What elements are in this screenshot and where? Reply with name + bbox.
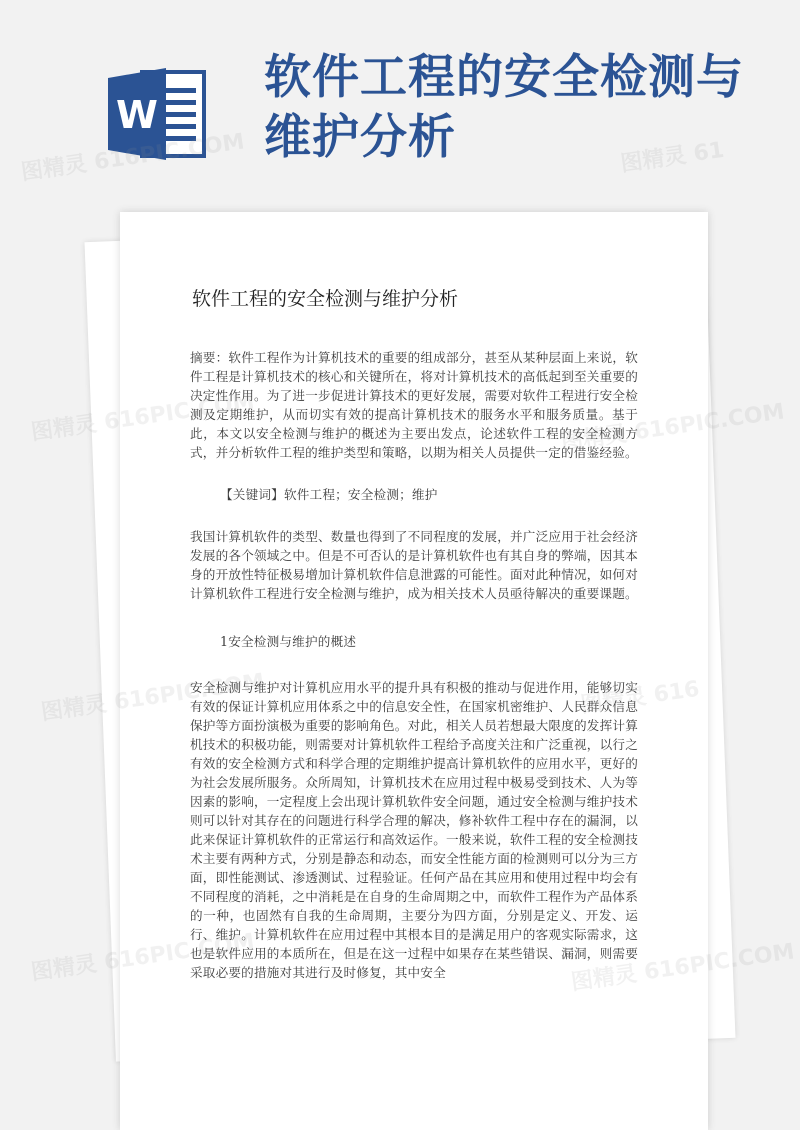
section-body-paragraph: 安全检测与维护对计算机应用水平的提升具有积极的推动与促进作用，能够切实有效的保证计算机应用体系之中的信息安全性，在国家机密维护、人民群众信息保护等方面扮演极为重要的影响角色。对此，相关人员若想最大限度的发挥计算机技术的积极功能，则需要对计算机软件工程给予高度关注和广泛重视，以行之有效的安全检测方式和科学合理的定期维护提高计算机软件的应用水平，更好的为社会发展所服务。众所周知，计算机技术在应用过程中极易受到技术、人为等因素的影响，一定程度上会出现计算机软件安全问题，通过安全检测与维护技术则可以针对其存在的问题进行科学合理的解决，修补软件工程中存在的漏洞，以此来保证计算机软件的正常运行和高效运作。一般来说，软件工程的安全检测技术主要有两种方式，分别是静态和动态，而安全性能方面的检测则可以分为三方面，即性能测试、渗透测试、过程验证。任何产品在其应用和使用过程中均会有不同程度的消耗，之中消耗是在自身的生命周期之中，而软件工程作为产品体系的一种，也固然有自我的生命周期，主要分为四方面，分别是定义、开发、运行、维护。计算机软件在应用过程中其根本目的是满足用户的客观实际需求，这也是软件应用的本质所在，但是在这一过程中如果存在某些错误、漏洞，则需要采取必要的措施对其进行及时修复，其中安全 [190, 680, 638, 980]
document-page [120, 212, 708, 1130]
section-heading: 1安全检测与维护的概述 [220, 634, 357, 649]
banner-title: 软件工程的安全检测与维护分析 [264, 50, 744, 165]
watermark: 图精灵 [39, 691, 109, 726]
abstract-paragraph: 摘要：软件工程作为计算机技术的重要的组成部分，甚至从某种层面上来说，软件工程是计算机技术的核心和关键所在，将对计算机技术的高低起到至关重要的决定性作用。为了进一步促进计算技术的更好发展，需要对软件工程进行安全检测及定期维护，从而切实有效的提高计算机技术的服务水平和服务质量。基于此，本文以安全检测与维护的概述为主要出发点，论述软件工程的安全检测方式，并分析软件工程的维护类型和策略，以期为相关人员提供一定的借鉴经验。 [190, 350, 638, 460]
keywords-line: 【关键词】软件工程；安全检测；维护 [220, 487, 438, 502]
document-title: 软件工程的安全检测与维护分析 [192, 288, 459, 310]
watermark: 图精灵 616PIC.COM [19, 129, 247, 186]
svg-text:W: W [116, 93, 158, 137]
watermark: 图精灵 61 [619, 137, 726, 178]
watermark: 图精灵 [29, 951, 99, 986]
word-document-icon [108, 66, 208, 162]
intro-paragraph: 我国计算机软件的类型、数量也得到了不同程度的发展，并广泛应用于社会经济发展的各个领域之中。但是不可否认的是计算机软件也有其自身的弊端，因其本身的开放性特征极易增加计算机软件信息泄露的可能性。面对此种情况，如何对计算机软件工程进行安全检测与维护，成为相关技术人员亟待解决的重要课题。 [190, 529, 638, 601]
watermark: 图精灵 [29, 411, 99, 446]
banner [0, 0, 800, 205]
